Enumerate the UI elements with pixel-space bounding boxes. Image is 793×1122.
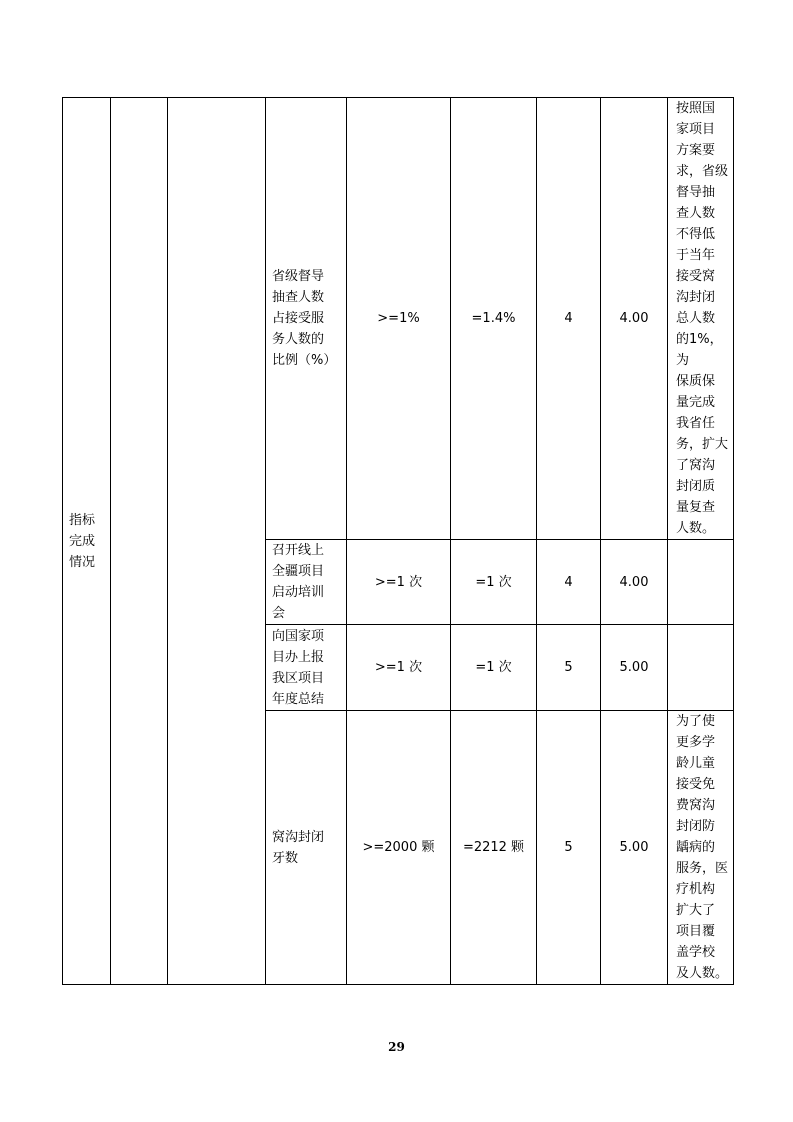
indicator-cell: 窝沟封闭 牙数 xyxy=(266,711,347,985)
target-cell: >=1 次 xyxy=(347,625,451,711)
note-cell xyxy=(668,540,734,625)
category-label: 指标 完成 情况 xyxy=(69,512,96,570)
performance-table xyxy=(62,97,734,985)
page-number: 29 xyxy=(388,1040,405,1054)
indicator-cell: 向国家项 目办上报 我区项目 年度总结 xyxy=(266,625,347,711)
note-cell xyxy=(668,625,734,711)
score-cell: 5.00 xyxy=(601,711,668,985)
score-cell: 4.00 xyxy=(601,98,668,540)
weight-cell: 5 xyxy=(537,711,601,985)
target-cell: >=2000 颗 xyxy=(347,711,451,985)
target-cell: >=1% xyxy=(347,98,451,540)
weight-cell: 5 xyxy=(537,625,601,711)
score-cell: 4.00 xyxy=(601,540,668,625)
actual-cell: =1 次 xyxy=(451,625,537,711)
weight-cell: 4 xyxy=(537,540,601,625)
table-row xyxy=(63,98,734,540)
weight-cell: 4 xyxy=(537,98,601,540)
empty-cell xyxy=(168,98,266,985)
empty-cell xyxy=(111,98,168,985)
indicator-cell: 省级督导 抽查人数 占接受服 务人数的 比例（%） xyxy=(266,98,347,540)
note-cell: 为了使 更多学 龄儿童 接受免 费窝沟 封闭防 龋病的 服务，医 疗机构 扩大了 项目覆 盖学校 及人数。 xyxy=(668,711,734,985)
indicator-cell: 召开线上 全疆项目 启动培训 会 xyxy=(266,540,347,625)
target-cell: >=1 次 xyxy=(347,540,451,625)
actual-cell: =2212 颗 xyxy=(451,711,537,985)
actual-cell: =1 次 xyxy=(451,540,537,625)
score-cell: 5.00 xyxy=(601,625,668,711)
category-cell xyxy=(63,98,111,985)
actual-cell: =1.4% xyxy=(451,98,537,540)
note-cell: 按照国 家项目 方案要 求，省级 督导抽 查人数 不得低 于当年 接受窝 沟封闭 总人数 的1%，为 保质保 量完成 我省任 务，扩大 了窝沟 封闭质 量复查 人数。 xyxy=(668,98,734,540)
